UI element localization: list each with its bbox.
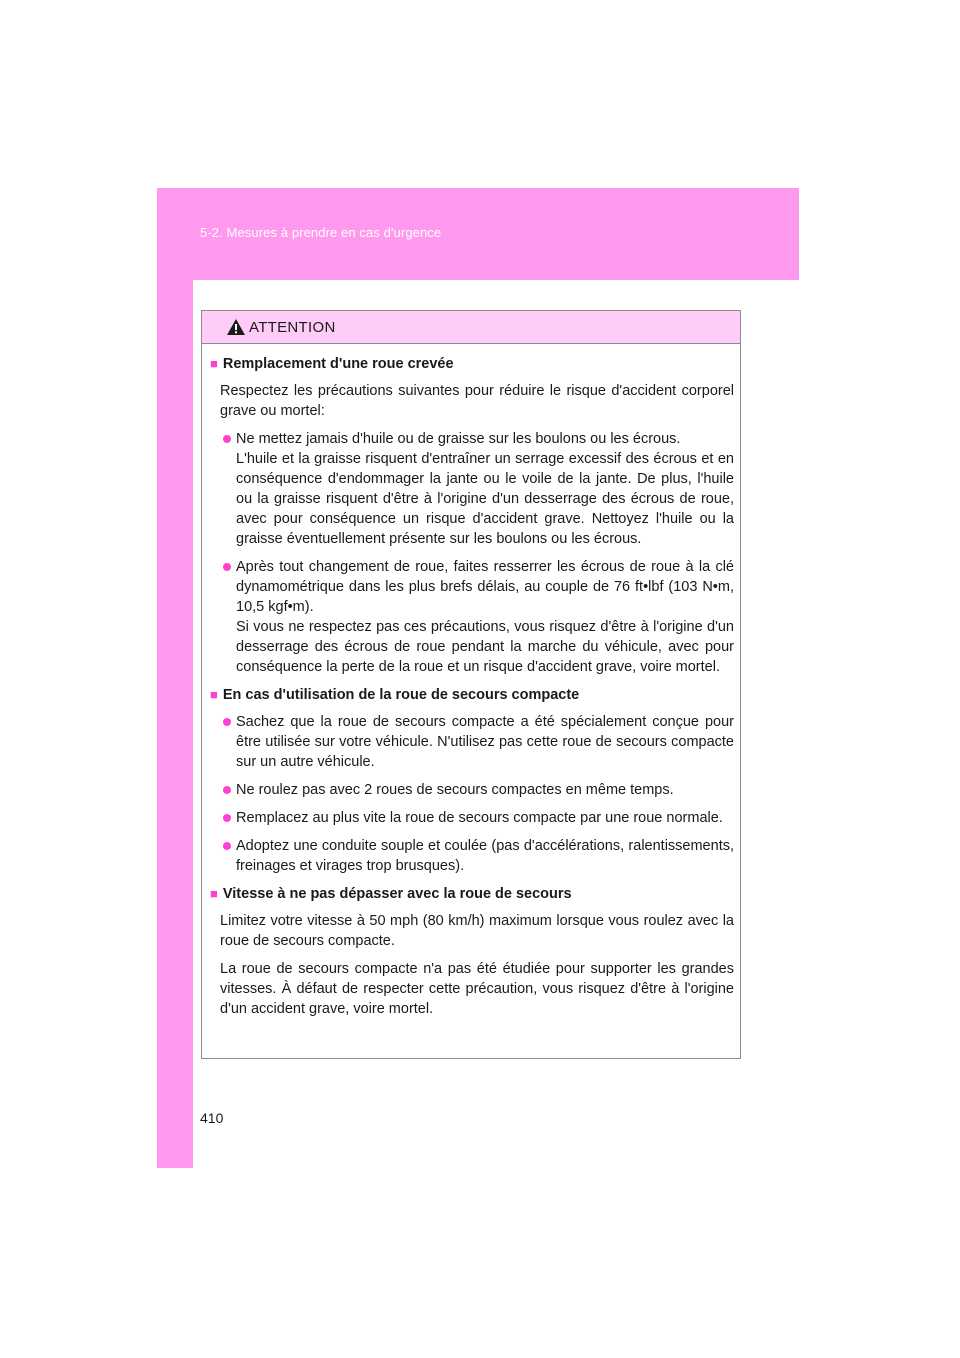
list-item: Sachez que la roue de secours compacte a été spécialement conçue pour être utilisée sur votre véhicule. N'utilisez pas cette roue de secours compacte sur un autre véhicule. [220,712,734,772]
list-item: Adoptez une conduite souple et coulée (pas d'accélérations, ralentissements, freinages et virages trop brusques). [220,836,734,876]
paragraph: Respectez les précautions suivantes pour réduire le risque d'accident corporel grave ou mortel: [220,383,734,419]
section-title: ■ En cas d'utilisation de la roue de secours compacte [210,687,580,703]
warning-box [201,310,741,1059]
square-bullet-icon: ■ [210,687,218,702]
list-item: Ne mettez jamais d'huile ou de graisse sur les boulons ou les écrous. L'huile et la graisse risquent d'entraîner un serrage excessif des écrous et en conséquence d'endommager la jante ou le voile de la jante. De plus, l'huile ou la graisse risquent d'être à l'origine d'un desserrage des écrous de roue, avec pour conséquence un risque d'accident grave. Nettoyez l'huile ou la graisse éventuellement présente sur les boulons ou les écrous. [220,429,734,549]
round-bullet-icon [223,718,231,726]
paragraph: Limitez votre vitesse à 50 mph (80 km/h) maximum lorsque vous roulez avec la roue de secours compacte. [220,913,734,949]
round-bullet-icon [223,563,231,571]
square-bullet-icon: ■ [210,886,218,901]
round-bullet-icon [223,786,231,794]
warning-triangle-icon [226,318,246,336]
warning-content [202,344,740,1019]
list-item: Ne roulez pas avec 2 roues de secours compactes en même temps. [220,780,734,800]
list-item: Après tout changement de roue, faites resserrer les écrous de roue à la clé dynamométrique dans les plus brefs délais, au couple de 76 ft•lbf (103 N•m, 10,5 kgf•m). Si vous ne respectez pas ces précautions, vous risquez d'être à l'origine d'un desserrage des écrous de roue pendant la marche du véhicule, avec pour conséquence la perte de la roue et un risque d'accident grave, voire mortel. [220,557,734,677]
section-header: 5-2. Mesures à prendre en cas d'urgence [200,225,442,240]
square-bullet-icon: ■ [210,356,218,371]
warning-title: ATTENTION [249,318,336,336]
section-title: ■ Remplacement d'une roue crevée [210,356,454,372]
paragraph: La roue de secours compacte n'a pas été étudiée pour supporter les grandes vitesses. À défaut de respecter cette précaution, vous risquez d'être à l'origine d'un accident grave, voire mortel. [220,961,734,1017]
round-bullet-icon [223,435,231,443]
warning-header [202,311,740,344]
round-bullet-icon [223,814,231,822]
section-title: ■ Vitesse à ne pas dépasser avec la roue de secours [210,886,572,902]
page-number: 410 [200,1110,224,1126]
left-margin-strip [157,188,193,1168]
round-bullet-icon [223,842,231,850]
list-item: Remplacez au plus vite la roue de secours compacte par une roue normale. [220,808,734,828]
